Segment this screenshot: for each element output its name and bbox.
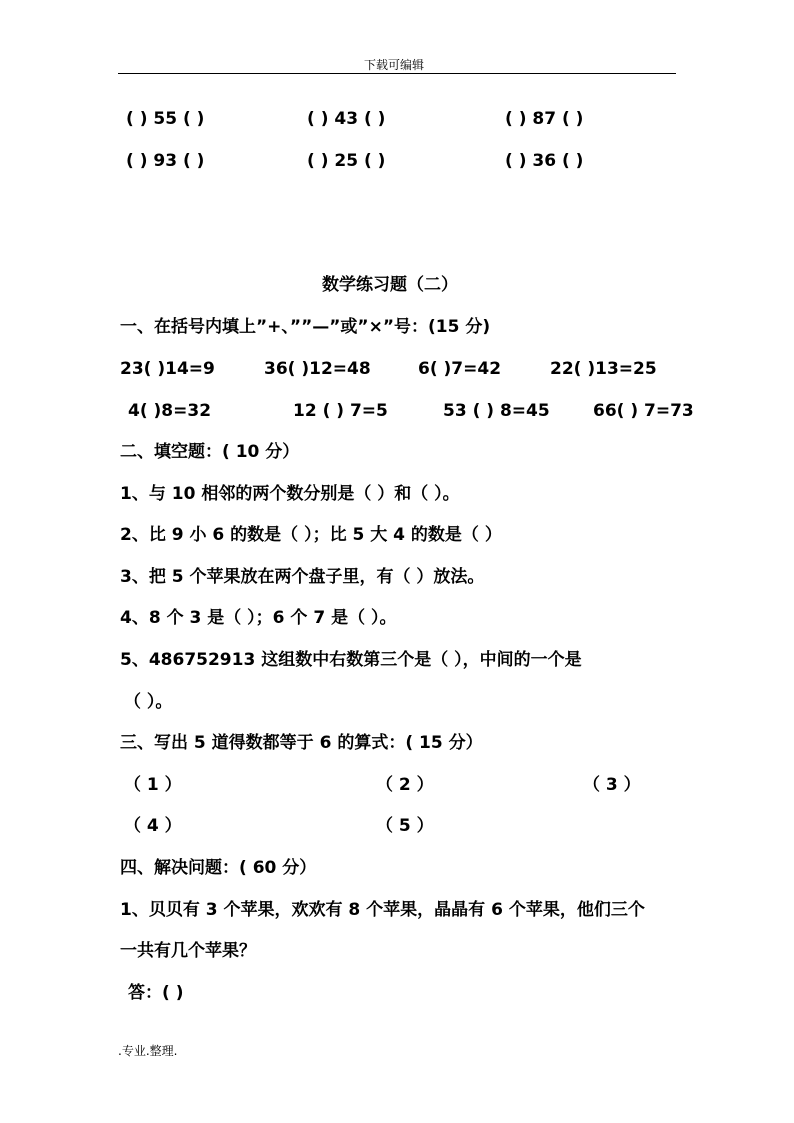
section2-question-1: 1、与 10 相邻的两个数分别是（ ）和（ ）。 <box>120 484 460 504</box>
section1-row1-item-3: 6( )7=42 <box>418 359 502 379</box>
section2-heading: 二、填空题：( 10 分） <box>120 442 300 462</box>
section2-question-3: 3、把 5 个苹果放在两个盘子里，有（ ）放法。 <box>120 567 485 587</box>
section1-row2-item-3: 53 ( ) 8=45 <box>443 401 550 421</box>
section1-row1-item-4: 22( )13=25 <box>550 359 657 379</box>
section1-heading: 一、在括号内填上”+、””—”或”×”号：(15 分) <box>120 317 491 337</box>
page-header: 下载可编辑 <box>364 58 425 72</box>
section4-heading: 四、解决问题：( 60 分） <box>120 858 317 878</box>
section1-row2-item-1: 4( )8=32 <box>128 401 212 421</box>
section3-item-2: （ 2 ） <box>376 775 434 795</box>
section3-item-4: （ 4 ） <box>124 816 182 836</box>
section1-row2-item-2: 12 ( ) 7=5 <box>293 401 388 421</box>
section1-row1-item-2: 36( )12=48 <box>264 359 371 379</box>
header-rule <box>118 73 676 74</box>
section2-question-4: 4、8 个 3 是（ ）；6 个 7 是（ ）。 <box>120 608 397 628</box>
section4-question-1-line-2: 一共有几个苹果？ <box>120 941 256 961</box>
answer-line: 答：( ) <box>128 983 184 1003</box>
section4-question-1-line-1: 1、贝贝有 3 个苹果，欢欢有 8 个苹果，晶晶有 6 个苹果，他们三个 <box>120 900 645 920</box>
page-footer: .专业.整理. <box>118 1044 178 1058</box>
section2-question-5: 5、486752913 这组数中右数第三个是（ ），中间的一个是 <box>120 650 582 670</box>
page-title: 数学练习题（二） <box>322 275 458 295</box>
top-row-2-item-1: ( ) 93 ( ) <box>126 151 205 171</box>
top-row-1-item-1: ( ) 55 ( ) <box>126 109 205 129</box>
section1-row2-item-4: 66( ) 7=73 <box>593 401 694 421</box>
section1-row1-item-1: 23( )14=9 <box>120 359 215 379</box>
top-row-2-item-2: ( ) 25 ( ) <box>307 151 386 171</box>
section2-question-5-continued: （ ）。 <box>124 692 173 712</box>
top-row-1-item-2: ( ) 43 ( ) <box>307 109 386 129</box>
top-row-2-item-3: ( ) 36 ( ) <box>505 151 584 171</box>
section3-item-5: （ 5 ） <box>376 816 434 836</box>
section3-heading: 三、写出 5 道得数都等于 6 的算式：( 15 分） <box>120 733 483 753</box>
section2-question-2: 2、比 9 小 6 的数是（ ）；比 5 大 4 的数是（ ） <box>120 525 502 545</box>
section3-item-1: （ 1 ） <box>124 775 182 795</box>
top-row-1-item-3: ( ) 87 ( ) <box>505 109 584 129</box>
section3-item-3: （ 3 ） <box>583 775 641 795</box>
